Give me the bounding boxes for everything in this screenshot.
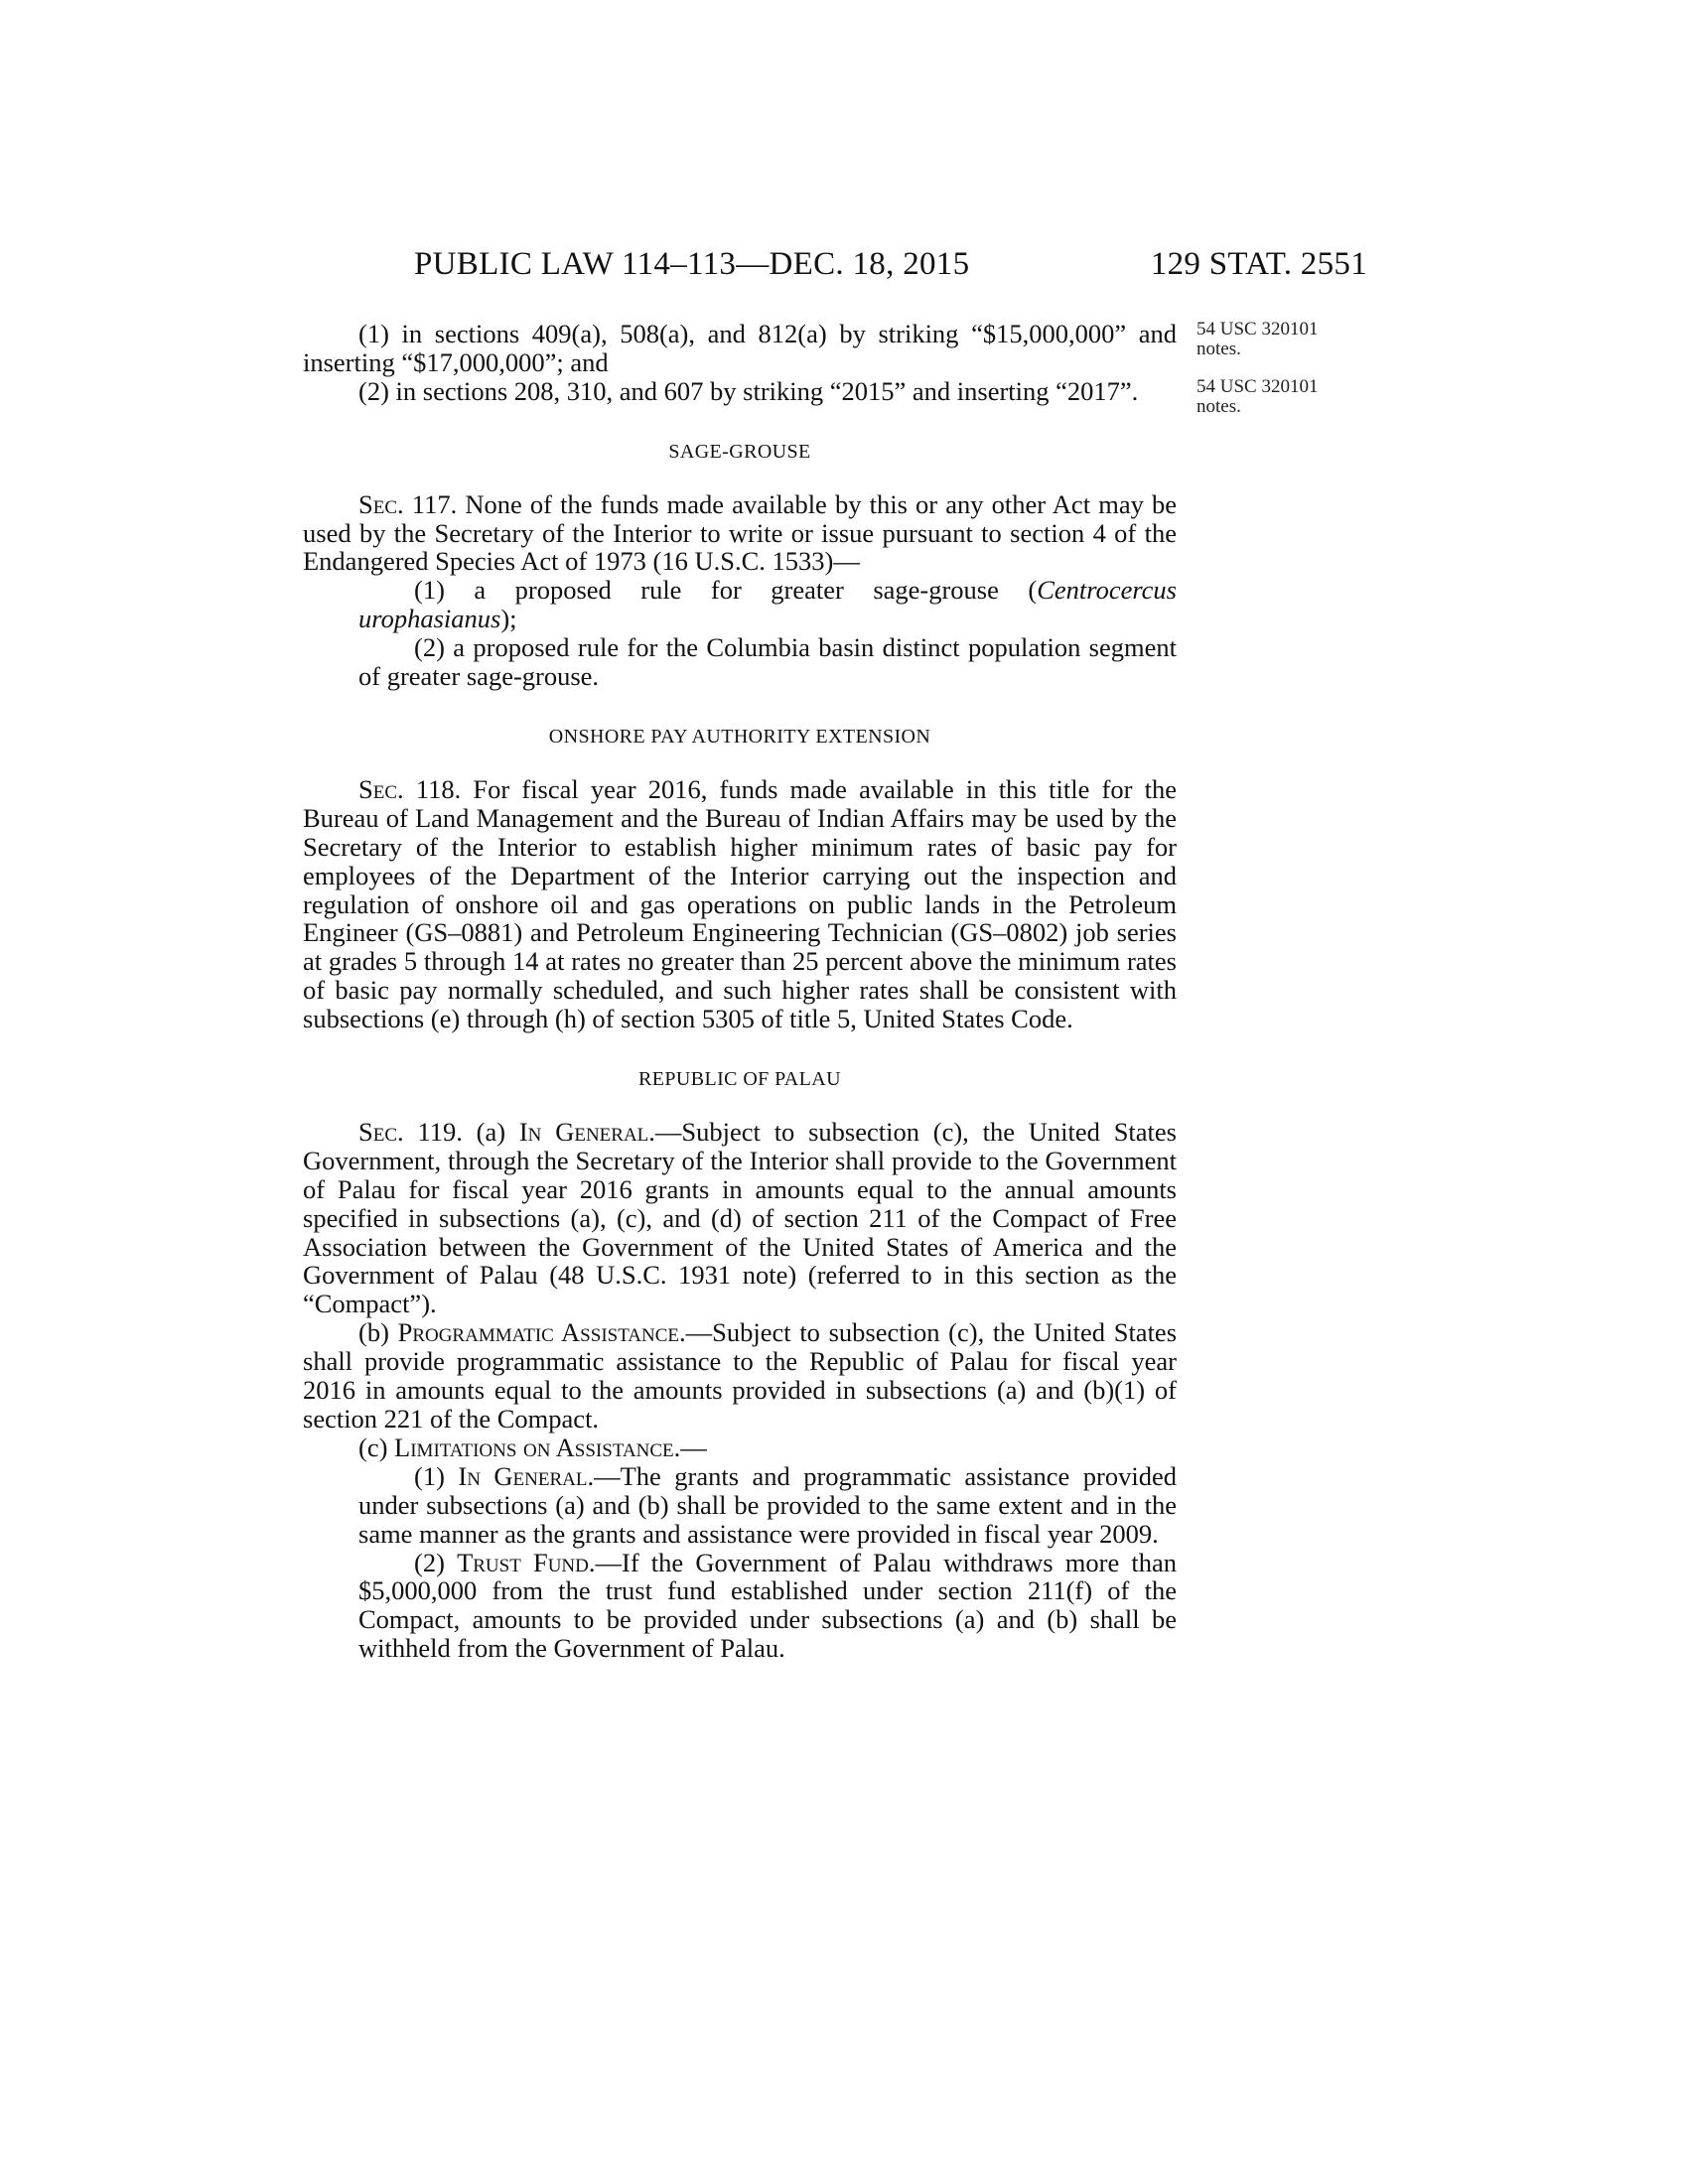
page-header (414, 246, 1367, 290)
subsection-text: .—Subject to subsection (c), the United States shall provide programmatic assistance to the Republic of Palau for fiscal year 2016 in amounts equal to the amounts provided in subsections (a) and (b)(1) of section 221 of the Compact. (303, 1317, 1178, 1433)
subsection-caption: In General (518, 1116, 649, 1147)
paragraph-caption: Trust Fund (457, 1547, 589, 1577)
section-label: Sec. (358, 488, 404, 519)
subsection-prefix: (c) (358, 1432, 395, 1462)
section-heading-sage-grouse: SAGE-GROUSE (668, 440, 811, 463)
section-heading-palau: REPUBLIC OF PALAU (638, 1068, 841, 1091)
header-title: PUBLIC LAW 114–113—DEC. 18, 2015 (414, 246, 970, 282)
paragraph-caption: In General (458, 1460, 588, 1491)
subsection-prefix: (b) (358, 1317, 398, 1348)
margin-note-2 (1196, 377, 1318, 417)
sec117-item-1-text: (1) a proposed rule for greater sage-grouse ( (414, 575, 1038, 606)
subsection-text: .—Subject to subsection (c), the United States Government, through the Secretary of the Interior shall provide to the Government of Palau for fiscal year 2016 grants in amounts equal to the annual amounts specified in subsections (a), (c), and (d) of section 211 of the Compact of Free Association between the Government of the United States of America and the Government of Palau (48 U.S.C. 1931 note) (referred to in this section as the “Compact”). (303, 1116, 1177, 1319)
sec117-item-1-end: ); (500, 604, 517, 634)
sec119-subsection-c (303, 1433, 1177, 1462)
sec117-text: 117. None of the funds made available by this or any other Act may be used by the Secretary of the Interior to write or issue pursuant to section 4 of the Endangered Species Act of 1973 (16 U.S.C. 1533)— (303, 488, 1177, 577)
species-name: Centrocercus urophasianus (358, 575, 1177, 634)
margin-note-line: 54 USC 320101 (1196, 376, 1319, 397)
document-body (303, 320, 1177, 1663)
sec119-subsection-a (303, 1118, 1177, 1318)
section-heading-onshore-pay: ONSHORE PAY AUTHORITY EXTENSION (548, 725, 931, 748)
paragraph-prefix: (2) (414, 1547, 458, 1577)
section-label: Sec. (358, 1116, 404, 1147)
paragraph-text: .—If the Government of Palau withdraws more than $5,000,000 from the trust fund established under section 211(f) of the Compact, amounts to be provided under subsections (a) and (b) shall be withheld from the Government of Palau. (358, 1547, 1177, 1664)
subsection-caption: Limitations on Assistance (394, 1432, 674, 1462)
sec119-paragraph-c1 (303, 1462, 1177, 1549)
sec117-paragraph (303, 490, 1177, 577)
sec117-item-1 (303, 576, 1177, 633)
subsection-text: .— (673, 1432, 707, 1462)
sec119-paragraph-c2 (303, 1549, 1177, 1664)
margin-note-line: 54 USC 320101 (1196, 319, 1319, 340)
section-label: Sec. (358, 773, 404, 804)
margin-note-line: notes. (1196, 339, 1241, 359)
header-page-number: 129 STAT. 2551 (1150, 246, 1367, 282)
subsection-prefix: 119. (a) (403, 1116, 519, 1147)
margin-note-1 (1196, 320, 1318, 359)
paragraph-prefix: (1) (414, 1460, 459, 1491)
sec118-paragraph (303, 775, 1177, 1033)
intro-item-1: (1) in sections 409(a), 508(a), and 812(a) by striking “$15,000,000” and inserting “$17,000,000”; and (303, 319, 1177, 377)
intro-item-2: (2) in sections 208, 310, and 607 by striking “2015” and inserting “2017”. (358, 375, 1139, 406)
sec117-item-2: (2) a proposed rule for the Columbia basin distinct population segment of greater sage-grouse. (358, 632, 1177, 692)
sec118-text: 118. For fiscal year 2016, funds made available in this title for the Bureau of Land Management and the Bureau of Indian Affairs may be used by the Secretary of the Interior to establish higher minimum rates of basic pay for employees of the Department of the Interior carrying out the inspection and regulation of onshore oil and gas operations on public lands in the Petroleum Engineer (GS–0881) and Petroleum Engineering Technician (GS–0802) job series at grades 5 through 14 at rates no greater than 25 percent above the minimum rates of basic pay normally scheduled, and such higher rates shall be consistent with subsections (e) through (h) of section 5305 of title 5, United States Code. (303, 773, 1177, 1034)
margin-note-line: notes. (1196, 396, 1241, 417)
paragraph-text: .—The grants and programmatic assistance provided under subsections (a) and (b) shall be provided to the same extent and in the same manner as the grants and assistance were provided in fiscal year 2009. (358, 1460, 1177, 1549)
subsection-caption: Programmatic Assistance (397, 1317, 680, 1348)
sec119-subsection-b (303, 1318, 1177, 1433)
